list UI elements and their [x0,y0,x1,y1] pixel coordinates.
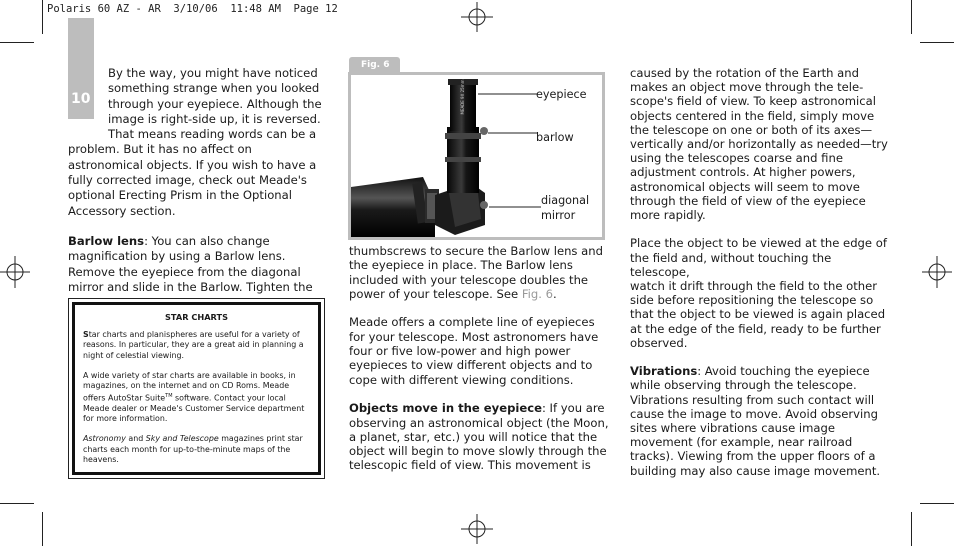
drift-paragraph [630,236,892,350]
text-line: scope's field of view. To keep astronomical [630,94,876,109]
crop-mark [0,503,34,504]
text-line: building may also cause image movement. [630,463,881,478]
crop-mark [911,0,912,34]
text-line: heavens. [83,454,119,464]
registration-mark-icon [461,2,493,32]
text-line: vertically and/or horizontally as needed—try [630,137,888,152]
text-line: image is right-side up, it is reversed. [108,111,321,126]
text-line: movement (for example, near railroad [630,435,853,450]
star-charts-paragraph [83,434,310,465]
text-line: for your telescope. Most astronomers have [349,329,599,344]
text-line: fully corrected image, check out Meade's [68,173,307,188]
text-line: the eyepiece in place. The Barlow lens [349,258,573,273]
text-line: magazines, on the internet and on CD Roms. Meade [83,381,290,391]
text-line: power of your telescope. See [349,286,522,301]
text-line: that the object to be viewed is again placed [630,307,886,322]
text-line: for more information. [83,414,168,424]
text-line: thumbscrews to secure the Barlow lens and [349,244,603,258]
text-line: sites where vibrations cause image [630,421,836,436]
text-line: through your eyepiece. Although the [108,96,322,111]
column-1 [68,66,328,295]
label-eyepiece: eyepiece [536,88,587,101]
figure-reference: Fig. 6 [521,286,554,301]
text-line: Meade dealer or Meade's Customer Service department [83,404,305,414]
text-line: the field and, without touching the telescope, [630,250,832,279]
text-line: : Avoid touching the eyepiece [697,364,870,379]
text-line: Accessory section. [68,203,176,218]
text-line: a planet, star, etc.) you will notice that the [349,429,598,444]
barlow-paragraph [68,234,328,295]
text-line: four or five low-power and high power [349,344,571,359]
registration-mark-icon [922,256,952,288]
print-slug: Polaris 60 AZ - AR 3/10/06 11:48 AM Page 12 [47,3,338,15]
text-line: while observing through the telescope. [630,378,857,393]
text-line: observed. [630,335,688,350]
text-line: observing an astronomical object (the Moon, [349,415,609,430]
text-line: eyepieces to view different objects and to [349,358,593,373]
star-charts-title: STAR CHARTS [165,312,228,322]
intro-paragraph [68,66,328,219]
eyepieces-paragraph [349,315,611,386]
text-line: the telescope on one or both of its axes— [630,122,873,137]
text-fragment: and [125,434,146,444]
text-line: A wide variety of star charts are available in books, in [83,370,296,380]
text-fragment: . [553,286,557,301]
barlow-continued-paragraph [349,244,611,301]
text-line: charts each month for up-to-the-minute maps of the [83,444,291,454]
vibrations-heading: Vibrations [630,364,698,379]
magazine-title: Astronomy [83,434,126,444]
text-line: more rapidly. [630,208,706,223]
text-line: side before repositioning the telescope so [630,293,874,308]
text-line: magnification by using a Barlow lens. [68,249,286,264]
text-line: Remove the eyepiece from the diagonal [68,264,301,279]
text-line: Vibrations resulting from such contact will [630,392,875,407]
text-line: makes an object move through the tele- [630,80,864,95]
text-line: optional Erecting Prism in the Optional [68,188,292,203]
text-line: Place the object to be viewed at the edge of [630,236,887,251]
text-line: using the telescopes coarse and fine [630,151,843,166]
objects-move-heading: Objects move in the eyepiece [349,401,542,416]
text-line: Meade offers a complete line of eyepieces [349,315,595,330]
text-line: cope with different viewing conditions. [349,372,574,387]
text-line: mirror [541,209,576,222]
text-line: something strange when you looked [108,81,320,96]
text-line: tar charts and planispheres are useful for a variety of [88,330,300,340]
text-line: astronomical objects will seem to move [630,179,860,194]
text-line: through the field of view of the eyepiece [630,193,866,208]
crop-mark [920,503,954,504]
crop-mark [920,42,954,43]
crop-mark [911,512,912,546]
text-line: : If you are [541,401,605,416]
text-line: at the edge of the field, ready to be further [630,321,881,336]
text-line: astronomical objects. If you wish to have a [68,157,317,172]
registration-mark-icon [0,256,30,288]
trademark: TM [165,393,173,400]
star-charts-paragraph [83,330,310,361]
crop-mark [42,0,43,34]
dropcap: S [83,330,89,340]
objects-move-paragraph [349,401,611,472]
star-charts-paragraph [83,371,310,425]
column-3 [630,66,892,478]
text-line: night of celestial viewing. [83,350,184,360]
text-line: magazines print star [218,434,303,444]
text-line: offers AutoStar Suite [83,393,166,403]
text-line: included with your telescope doubles the [349,272,589,287]
text-line: : You can also change [144,233,270,248]
text-line: mirror and slide in the Barlow. Tighten the [68,279,313,294]
figure-6 [348,72,605,240]
vibrations-paragraph [630,364,892,478]
text-line: watch it drift through the field to the other [630,279,878,294]
barlow-heading: Barlow lens [68,233,145,248]
text-line: object will begin to move slowly through the [349,444,607,459]
star-charts-box-inner [72,302,321,475]
text-line: telescopic field of view. This movement is [349,458,591,473]
text-line: diagonal [541,194,590,207]
text-line: adjustment controls. At higher powers, [630,165,856,180]
text-line: objects centered in the field, simply move [630,108,875,123]
registration-mark-icon [461,514,493,544]
text-line: tracks). Viewing from the upper floors of a [630,449,876,464]
rotation-paragraph [630,66,892,222]
column-2 [349,244,611,473]
magazine-title: Sky and Telescope [145,434,219,444]
label-diagonal-mirror [541,193,589,223]
text-line: That means reading words can be a [108,127,317,142]
crop-mark [0,42,34,43]
text-line: software. Contact your local [172,393,286,403]
label-barlow: barlow [536,131,574,144]
figure-tab: Fig. 6 [349,57,400,74]
text-line: caused by the rotation of the Earth and [630,66,859,80]
text-line: problem. But it has no affect on [68,142,252,157]
crop-mark [42,512,43,546]
eyepiece-imprint: MEADE 9X 25mm [460,79,465,115]
page-number: 10 [71,91,91,107]
text-line: reasons. In particular, they are a great aid in planning a [83,340,304,350]
star-charts-box [68,298,325,479]
text-line: By the way, you might have noticed [108,66,318,80]
text-line: cause the image to move. Avoid observing [630,406,878,421]
